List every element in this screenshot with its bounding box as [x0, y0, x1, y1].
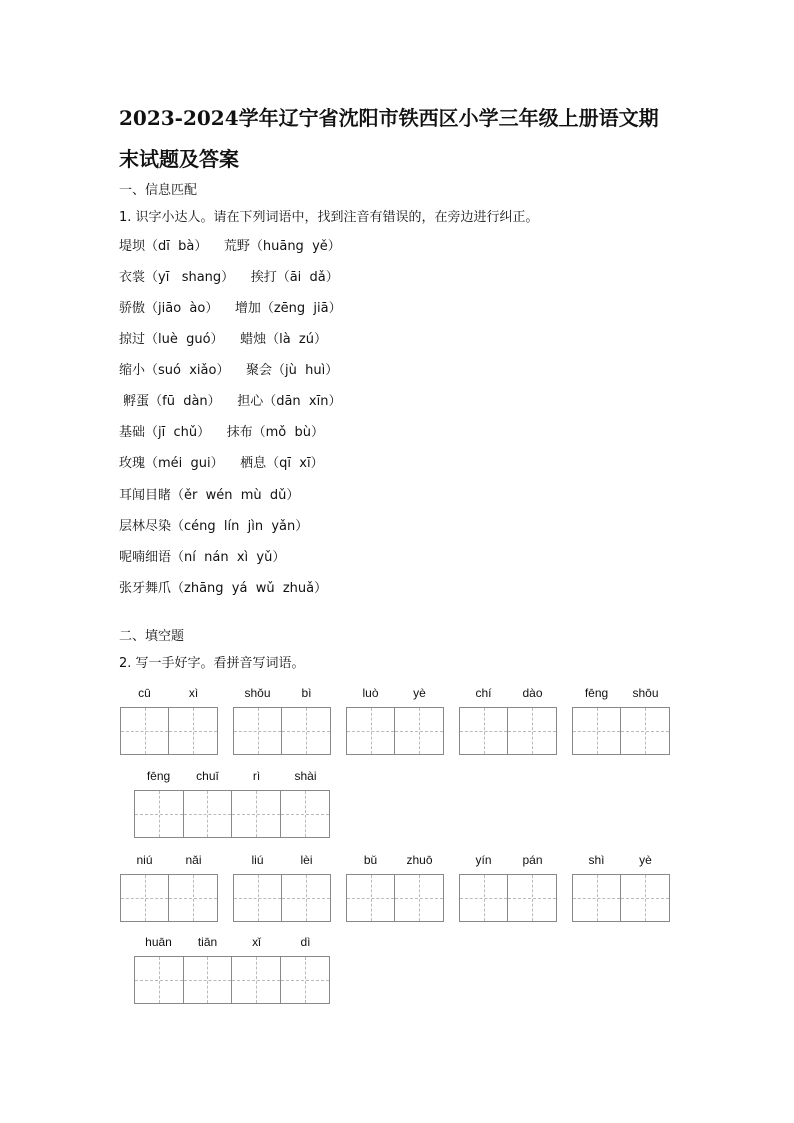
writing-cell[interactable] — [184, 791, 233, 837]
writing-cell[interactable] — [232, 791, 281, 837]
writing-cell[interactable] — [282, 875, 330, 921]
writing-cell[interactable] — [347, 875, 395, 921]
writing-cell[interactable] — [234, 708, 282, 754]
writing-cell[interactable] — [621, 875, 669, 921]
writing-cell[interactable] — [573, 708, 621, 754]
writing-cell[interactable] — [347, 708, 395, 754]
section-1-heading: 一、信息匹配 — [119, 183, 198, 198]
pinyin-label: dào — [522, 686, 543, 700]
writing-cell[interactable] — [282, 708, 330, 754]
word-line: 玫瑰（méi gui） 栖息（qī xī） — [119, 456, 324, 471]
writing-cell[interactable] — [395, 875, 443, 921]
writing-cell[interactable] — [395, 708, 443, 754]
pinyin-label: chí — [475, 686, 492, 700]
question-1-text: 1. 识字小达人。请在下列词语中，找到注音有错误的，在旁边进行纠正。 — [119, 210, 539, 225]
writing-grid[interactable] — [459, 707, 557, 755]
pinyin-label: cū — [138, 686, 151, 700]
word-line: 基础（jī chǔ） 抹布（mǒ bù） — [119, 425, 325, 440]
pinyin-label: tiān — [197, 935, 218, 949]
pinyin-label: bì — [301, 686, 312, 700]
writing-grid[interactable] — [134, 956, 330, 1004]
pinyin-label: lèi — [300, 853, 313, 867]
section-2-heading: 二、填空题 — [119, 629, 185, 644]
pinyin-label: dì — [300, 935, 311, 949]
pinyin-label: zhuō — [406, 853, 433, 867]
writing-cell[interactable] — [169, 875, 217, 921]
pinyin-label: nǎi — [185, 853, 202, 867]
writing-cell[interactable] — [135, 791, 184, 837]
writing-cell[interactable] — [460, 875, 508, 921]
writing-grid[interactable] — [233, 874, 331, 922]
pinyin-label: yín — [475, 853, 492, 867]
writing-grid[interactable] — [120, 707, 218, 755]
writing-grid[interactable] — [572, 707, 670, 755]
pinyin-label: niú — [136, 853, 153, 867]
writing-grid[interactable] — [134, 790, 330, 838]
writing-cell[interactable] — [281, 957, 330, 1003]
question-2-text: 2. 写一手好字。看拼音写词语。 — [119, 656, 305, 671]
writing-cell[interactable] — [121, 875, 169, 921]
writing-cell[interactable] — [232, 957, 281, 1003]
word-line: 张牙舞爪（zhāng yá wǔ zhuǎ） — [119, 581, 328, 596]
pinyin-label: huān — [145, 935, 172, 949]
document-title-line-1: 2023-2024学年辽宁省沈阳市铁西区小学三年级上册语文期 — [119, 106, 659, 130]
document-title-line-2: 末试题及答案 — [119, 147, 239, 171]
pinyin-label: fēng — [146, 769, 171, 783]
pinyin-label: shǒu — [244, 686, 271, 700]
writing-grid[interactable] — [346, 874, 444, 922]
pinyin-label: liú — [251, 853, 264, 867]
writing-grid[interactable] — [120, 874, 218, 922]
pinyin-label: luò — [362, 686, 379, 700]
pinyin-label: yè — [413, 686, 426, 700]
word-line: 骄傲（jiāo ào） 增加（zēng jiā） — [119, 301, 342, 316]
word-line: 呢喃细语（ní nán xì yǔ） — [119, 550, 286, 565]
pinyin-label: pán — [522, 853, 543, 867]
writing-cell[interactable] — [169, 708, 217, 754]
word-line: 缩小（suó xiǎo） 聚会（jù huì） — [119, 363, 339, 378]
writing-cell[interactable] — [508, 875, 556, 921]
writing-cell[interactable] — [121, 708, 169, 754]
pinyin-label: shōu — [632, 686, 659, 700]
writing-cell[interactable] — [135, 957, 184, 1003]
pinyin-label: shì — [588, 853, 605, 867]
writing-cell[interactable] — [281, 791, 330, 837]
pinyin-label: fēng — [584, 686, 609, 700]
pinyin-label: chuī — [196, 769, 219, 783]
writing-cell[interactable] — [234, 875, 282, 921]
word-line: 孵蛋（fū dàn） 担心（dān xīn） — [119, 394, 342, 409]
pinyin-label: yè — [639, 853, 652, 867]
word-line: 耳闻目睹（ěr wén mù dǔ） — [119, 488, 300, 503]
word-line: 层林尽染（céng lín jìn yǎn） — [119, 519, 309, 534]
writing-cell[interactable] — [508, 708, 556, 754]
pinyin-label: rì — [252, 769, 261, 783]
writing-grid[interactable] — [572, 874, 670, 922]
writing-cell[interactable] — [184, 957, 233, 1003]
writing-grid[interactable] — [233, 707, 331, 755]
word-line: 堤坝（dī bà） 荒野（huāng yě） — [119, 239, 341, 254]
word-line: 掠过（luè guó） 蜡烛（là zú） — [119, 332, 327, 347]
pinyin-label: xǐ — [252, 935, 261, 949]
writing-cell[interactable] — [621, 708, 669, 754]
writing-grid[interactable] — [459, 874, 557, 922]
pinyin-label: shài — [294, 769, 317, 783]
writing-grid[interactable] — [346, 707, 444, 755]
writing-cell[interactable] — [460, 708, 508, 754]
pinyin-label: bǔ — [363, 853, 378, 867]
writing-cell[interactable] — [573, 875, 621, 921]
word-line: 衣裳（yī shang） 挨打（āi dǎ） — [119, 270, 339, 285]
pinyin-label: xì — [188, 686, 199, 700]
